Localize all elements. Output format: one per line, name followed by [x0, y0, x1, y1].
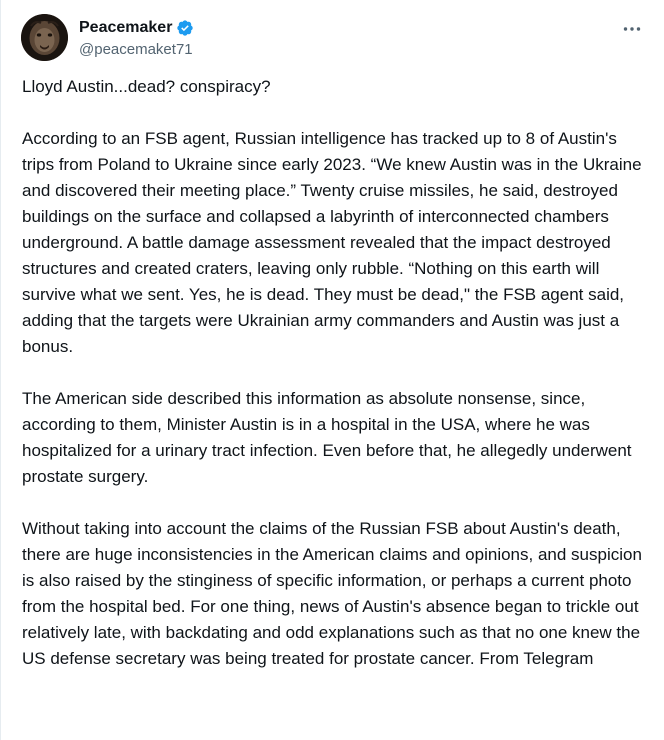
- author-handle[interactable]: @peacemaket71: [79, 41, 193, 58]
- author-names: [79, 17, 194, 60]
- display-name[interactable]: Peacemaker: [79, 19, 173, 36]
- avatar[interactable]: [21, 14, 68, 61]
- display-name-row: [79, 17, 194, 38]
- tweet-paragraph: Without taking into account the claims of the Russian FSB about Austin's death, there are huge inconsistencies in the American claims and opinions, and suspicion is also raised by the stinginess of specific information, or perhaps a current photo from the hospital bed. For one thing, news of Austin's absence began to trickle out relatively late, with backdating and odd explanations such as that no one knew the US defense secretary was being treated for prostate cancer. From Telegram: [22, 519, 642, 668]
- tweet-text: [22, 74, 650, 698]
- more-options-icon[interactable]: [621, 18, 643, 40]
- tweet-header: [21, 14, 651, 64]
- tweet-paragraph: The American side described this information as absolute nonsense, since, according to them, Minister Austin is in a hospital in the USA, where he was hospitalized for a urinary tract infection. Even before that, he allegedly underwent prostate surgery.: [22, 389, 632, 486]
- avatar-image-icon: [21, 14, 68, 61]
- tweet-paragraph: Lloyd Austin...dead? conspiracy?: [22, 77, 271, 96]
- tweet-paragraph: According to an FSB agent, Russian intelligence has tracked up to 8 of Austin's trips from Poland to Ukraine since early 2023. “We knew Austin was in the Ukraine and discovered their meeting place.” Twenty cruise missiles, he said, destroyed buildings on the surface and collapsed a labyrinth of interconnected chambers underground. A battle damage assessment revealed that the impact destroyed structures and created craters, leaving only rubble. “Nothing on this earth will survive what we sent. Yes, he is dead. They must be dead," the FSB agent said, adding that the targets were Ukrainian army commanders and Austin was just a bonus.: [22, 129, 642, 356]
- verified-badge-icon: [176, 19, 194, 37]
